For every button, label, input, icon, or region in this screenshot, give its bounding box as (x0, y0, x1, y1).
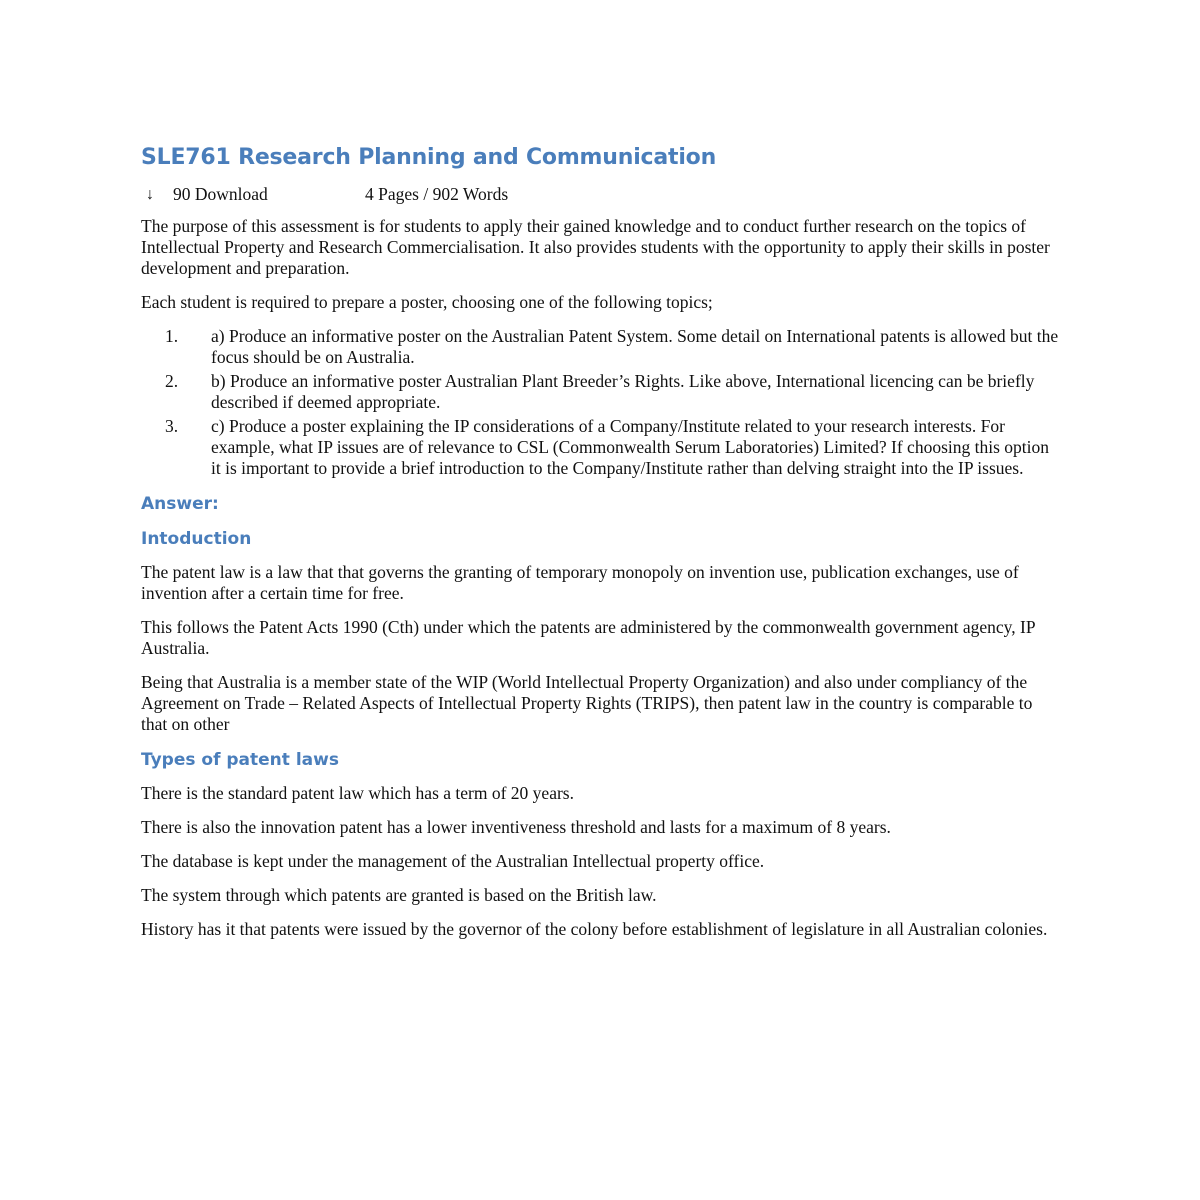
document-meta (141, 183, 1061, 205)
types-paragraph: The system through which patents are granted is based on the British law. (141, 885, 657, 905)
introduction-paragraph: Being that Australia is a member state of the WIP (World Intellectual Property Organization) and also under compliancy of the Agreement on Trade – Related Aspects of Intellectual Property Rights (TRIPS), then patent law in the country is comparable to that on other (141, 672, 1033, 734)
answer-heading: Answer: (141, 494, 219, 514)
introduction-paragraph: The patent law is a law that that governs the granting of temporary monopoly on invention use, publication exchanges, use of invention after a certain time for free. (141, 562, 1019, 603)
introduction-paragraph: This follows the Patent Acts 1990 (Cth) under which the patents are administered by the commonwealth government agency, IP Australia. (141, 617, 1035, 658)
list-item-number: 2. (165, 371, 179, 391)
document-title: SLE761 Research Planning and Communication (141, 145, 717, 170)
intro-paragraph-1: The purpose of this assessment is for students to apply their gained knowledge and to conduct further research on the topics of Intellectual Property and Research Commercialisation. It also provides students with the opportunity to apply their skills in poster development and preparation. (141, 216, 1050, 278)
list-item (141, 371, 1061, 413)
list-item (141, 416, 1061, 479)
document-page (141, 143, 1061, 953)
list-item (141, 326, 1061, 368)
types-paragraph: There is also the innovation patent has a lower inventiveness threshold and lasts for a maximum of 8 years. (141, 817, 891, 837)
types-heading: Types of patent laws (141, 750, 339, 770)
download-count: 90 Download (173, 183, 268, 204)
download-icon[interactable]: ↓ (146, 185, 154, 203)
types-paragraph: History has it that patents were issued by the governor of the colony before establishment of legislature in all Australian colonies. (141, 919, 1048, 939)
types-paragraph: There is the standard patent law which has a term of 20 years. (141, 783, 574, 803)
list-item-text: a) Produce an informative poster on the Australian Patent System. Some detail on International patents is allowed but the focus should be on Australia. (211, 326, 1059, 367)
list-item-text: c) Produce a poster explaining the IP considerations of a Company/Institute related to your research interests. For example, what IP issues are of relevance to CSL (Commonwealth Serum Laboratories) Limited? If choosing this option it is important to provide a brief introduction to the Company/Institute rather than delving straight into the IP issues. (211, 416, 1050, 478)
list-item-number: 3. (165, 416, 179, 436)
intro-paragraph-2: Each student is required to prepare a poster, choosing one of the following topics; (141, 292, 713, 312)
list-item-number: 1. (165, 326, 179, 346)
pages-words-count: 4 Pages / 902 Words (365, 183, 509, 204)
types-paragraph: The database is kept under the management of the Australian Intellectual property office. (141, 851, 765, 871)
introduction-heading: Intoduction (141, 529, 252, 549)
topics-list (141, 326, 1061, 479)
list-item-text: b) Produce an informative poster Australian Plant Breeder’s Rights. Like above, International licencing can be briefly described if deemed appropriate. (211, 371, 1035, 412)
